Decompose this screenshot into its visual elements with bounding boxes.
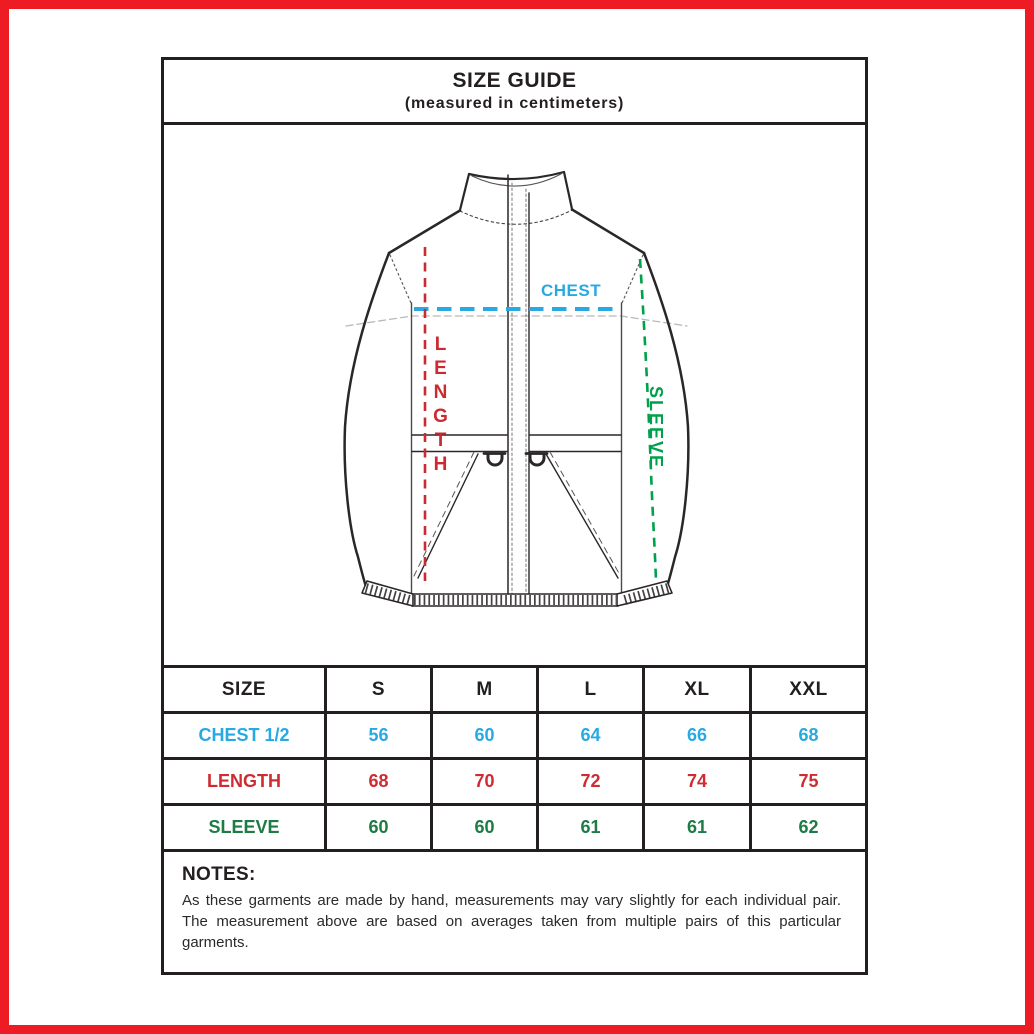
shoulder-left <box>389 211 460 254</box>
length-value-s: 68 <box>327 760 430 803</box>
notes-body: As these garments are made by hand, measurements may vary slightly for each individual pair. The measurement above are based on averages taken from multiple pairs of this particular garments. <box>182 892 841 951</box>
jacket-sketch <box>164 125 865 665</box>
chest-value-xl: 66 <box>645 714 749 757</box>
size-guide-box <box>161 57 868 975</box>
col-header-s: S <box>327 668 430 711</box>
sleeve-value-s: 60 <box>327 806 430 849</box>
length-value-l: 72 <box>539 760 642 803</box>
chest-value-m: 60 <box>433 714 536 757</box>
sleeve-value-xxl: 62 <box>752 806 865 849</box>
length-value-m: 70 <box>433 760 536 803</box>
col-header-xxl: XXL <box>752 668 865 711</box>
sleeve-left-outer <box>345 253 389 590</box>
page-title: SIZE GUIDE <box>452 68 577 92</box>
col-header-l: L <box>539 668 642 711</box>
title-section <box>164 60 865 125</box>
shoulder-right <box>572 210 644 254</box>
row-label-sleeve: SLEEVE <box>164 806 324 849</box>
chest-construction-line <box>346 316 687 326</box>
notes-section <box>164 852 865 972</box>
chest-value-s: 56 <box>327 714 430 757</box>
col-header-m: M <box>433 668 536 711</box>
pull-right-ring <box>530 454 544 465</box>
length-value-xl: 74 <box>645 760 749 803</box>
sleeve-measure-label: SLEEVE <box>646 386 666 470</box>
chest-value-l: 64 <box>539 714 642 757</box>
row-label-chest: CHEST 1/2 <box>164 714 324 757</box>
chest-value-xxl: 68 <box>752 714 865 757</box>
notes-heading: NOTES: <box>182 864 256 885</box>
length-measure-label: LENGTH <box>430 334 451 478</box>
jacket-outline <box>345 172 689 606</box>
col-header-xl: XL <box>645 668 749 711</box>
length-value-xxl: 75 <box>752 760 865 803</box>
collar-right-edge <box>564 172 572 209</box>
row-label-length: LENGTH <box>164 760 324 803</box>
pull-left-ring <box>488 454 502 465</box>
pocket-right-line <box>546 454 618 578</box>
pocket-right-stitch <box>550 452 620 575</box>
neck-seam-dotted <box>460 210 572 224</box>
jacket-diagram <box>164 125 865 665</box>
chest-measure-label: CHEST <box>541 281 602 300</box>
sleeve-value-m: 60 <box>433 806 536 849</box>
size-table <box>164 665 865 852</box>
page-subtitle: (measured in centimeters) <box>404 94 625 112</box>
col-header-size: SIZE <box>164 668 324 711</box>
armhole-left-dotted <box>390 255 411 303</box>
collar-top <box>469 172 564 179</box>
collar-left-edge <box>460 174 469 210</box>
sleeve-value-xl: 61 <box>645 806 749 849</box>
sleeve-value-l: 61 <box>539 806 642 849</box>
